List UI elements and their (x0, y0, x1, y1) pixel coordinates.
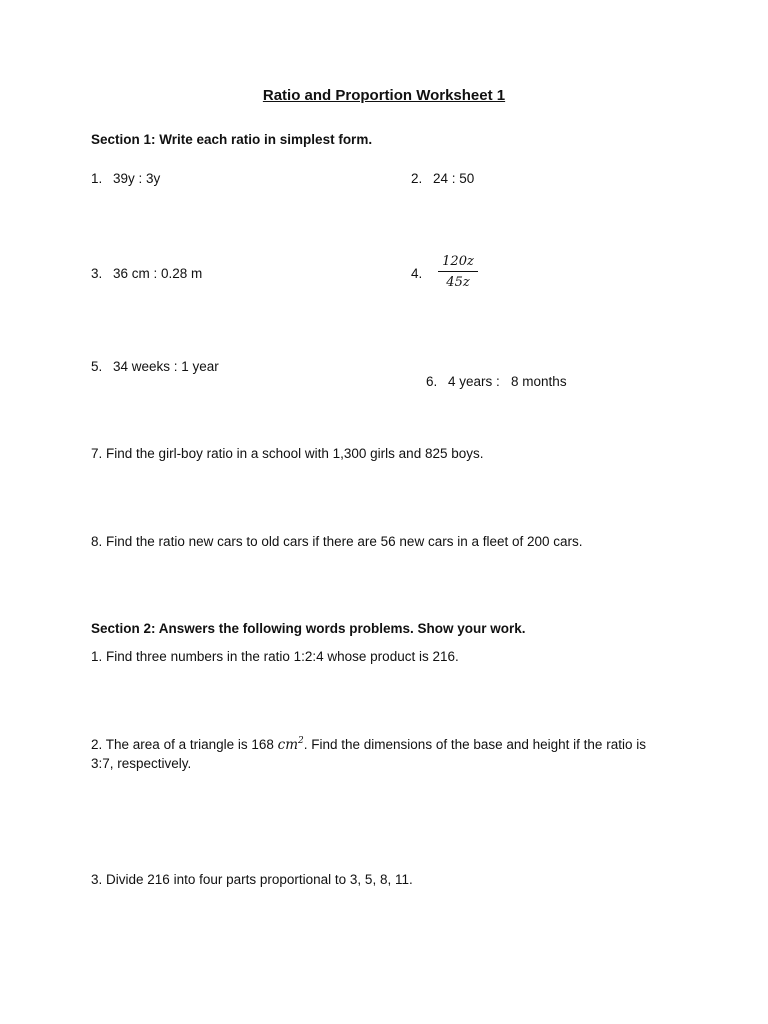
section1-item-4-number: 4. (411, 266, 423, 281)
section1-item-2: 2. 24 : 50 (411, 171, 475, 186)
math-cm-squared: $cm^2$ (277, 736, 304, 753)
section2-item-1: 1. Find three numbers in the ratio 1:2:4 whose product is 216. (91, 649, 459, 664)
section1-item-5: 5. 34 weeks : 1 year (91, 359, 219, 374)
section1-item-1: 1. 39y : 3y (91, 171, 161, 186)
fraction-numerator: 120z (438, 254, 478, 272)
section2-heading: Section 2: Answers the following words problems. Show your work. (91, 621, 526, 636)
section1-heading: Section 1: Write each ratio in simplest form. (91, 132, 373, 147)
section2-item-3: 3. Divide 216 into four parts proportional to 3, 5, 8, 11. (91, 872, 413, 887)
section2-item-2: 2. The area of a triangle is 168 $cm^2$. Find the dimensions of the base and height if the ratio is (91, 736, 646, 753)
section1-item-4-fraction (438, 254, 478, 290)
section1-item-7: 7. Find the girl-boy ratio in a school with 1,300 girls and 825 boys. (91, 446, 484, 461)
fraction-denominator: 45z (446, 275, 470, 290)
page-title: Ratio and Proportion Worksheet 1 (262, 87, 506, 104)
section1-item-8: 8. Find the ratio new cars to old cars if there are 56 new cars in a fleet of 200 cars. (91, 534, 583, 549)
section2-item-2-line2: 3:7, respectively. (91, 756, 192, 771)
section1-item-6: 6. 4 years : 8 months (426, 374, 567, 389)
section1-item-3: 3. 36 cm : 0.28 m (91, 266, 203, 281)
